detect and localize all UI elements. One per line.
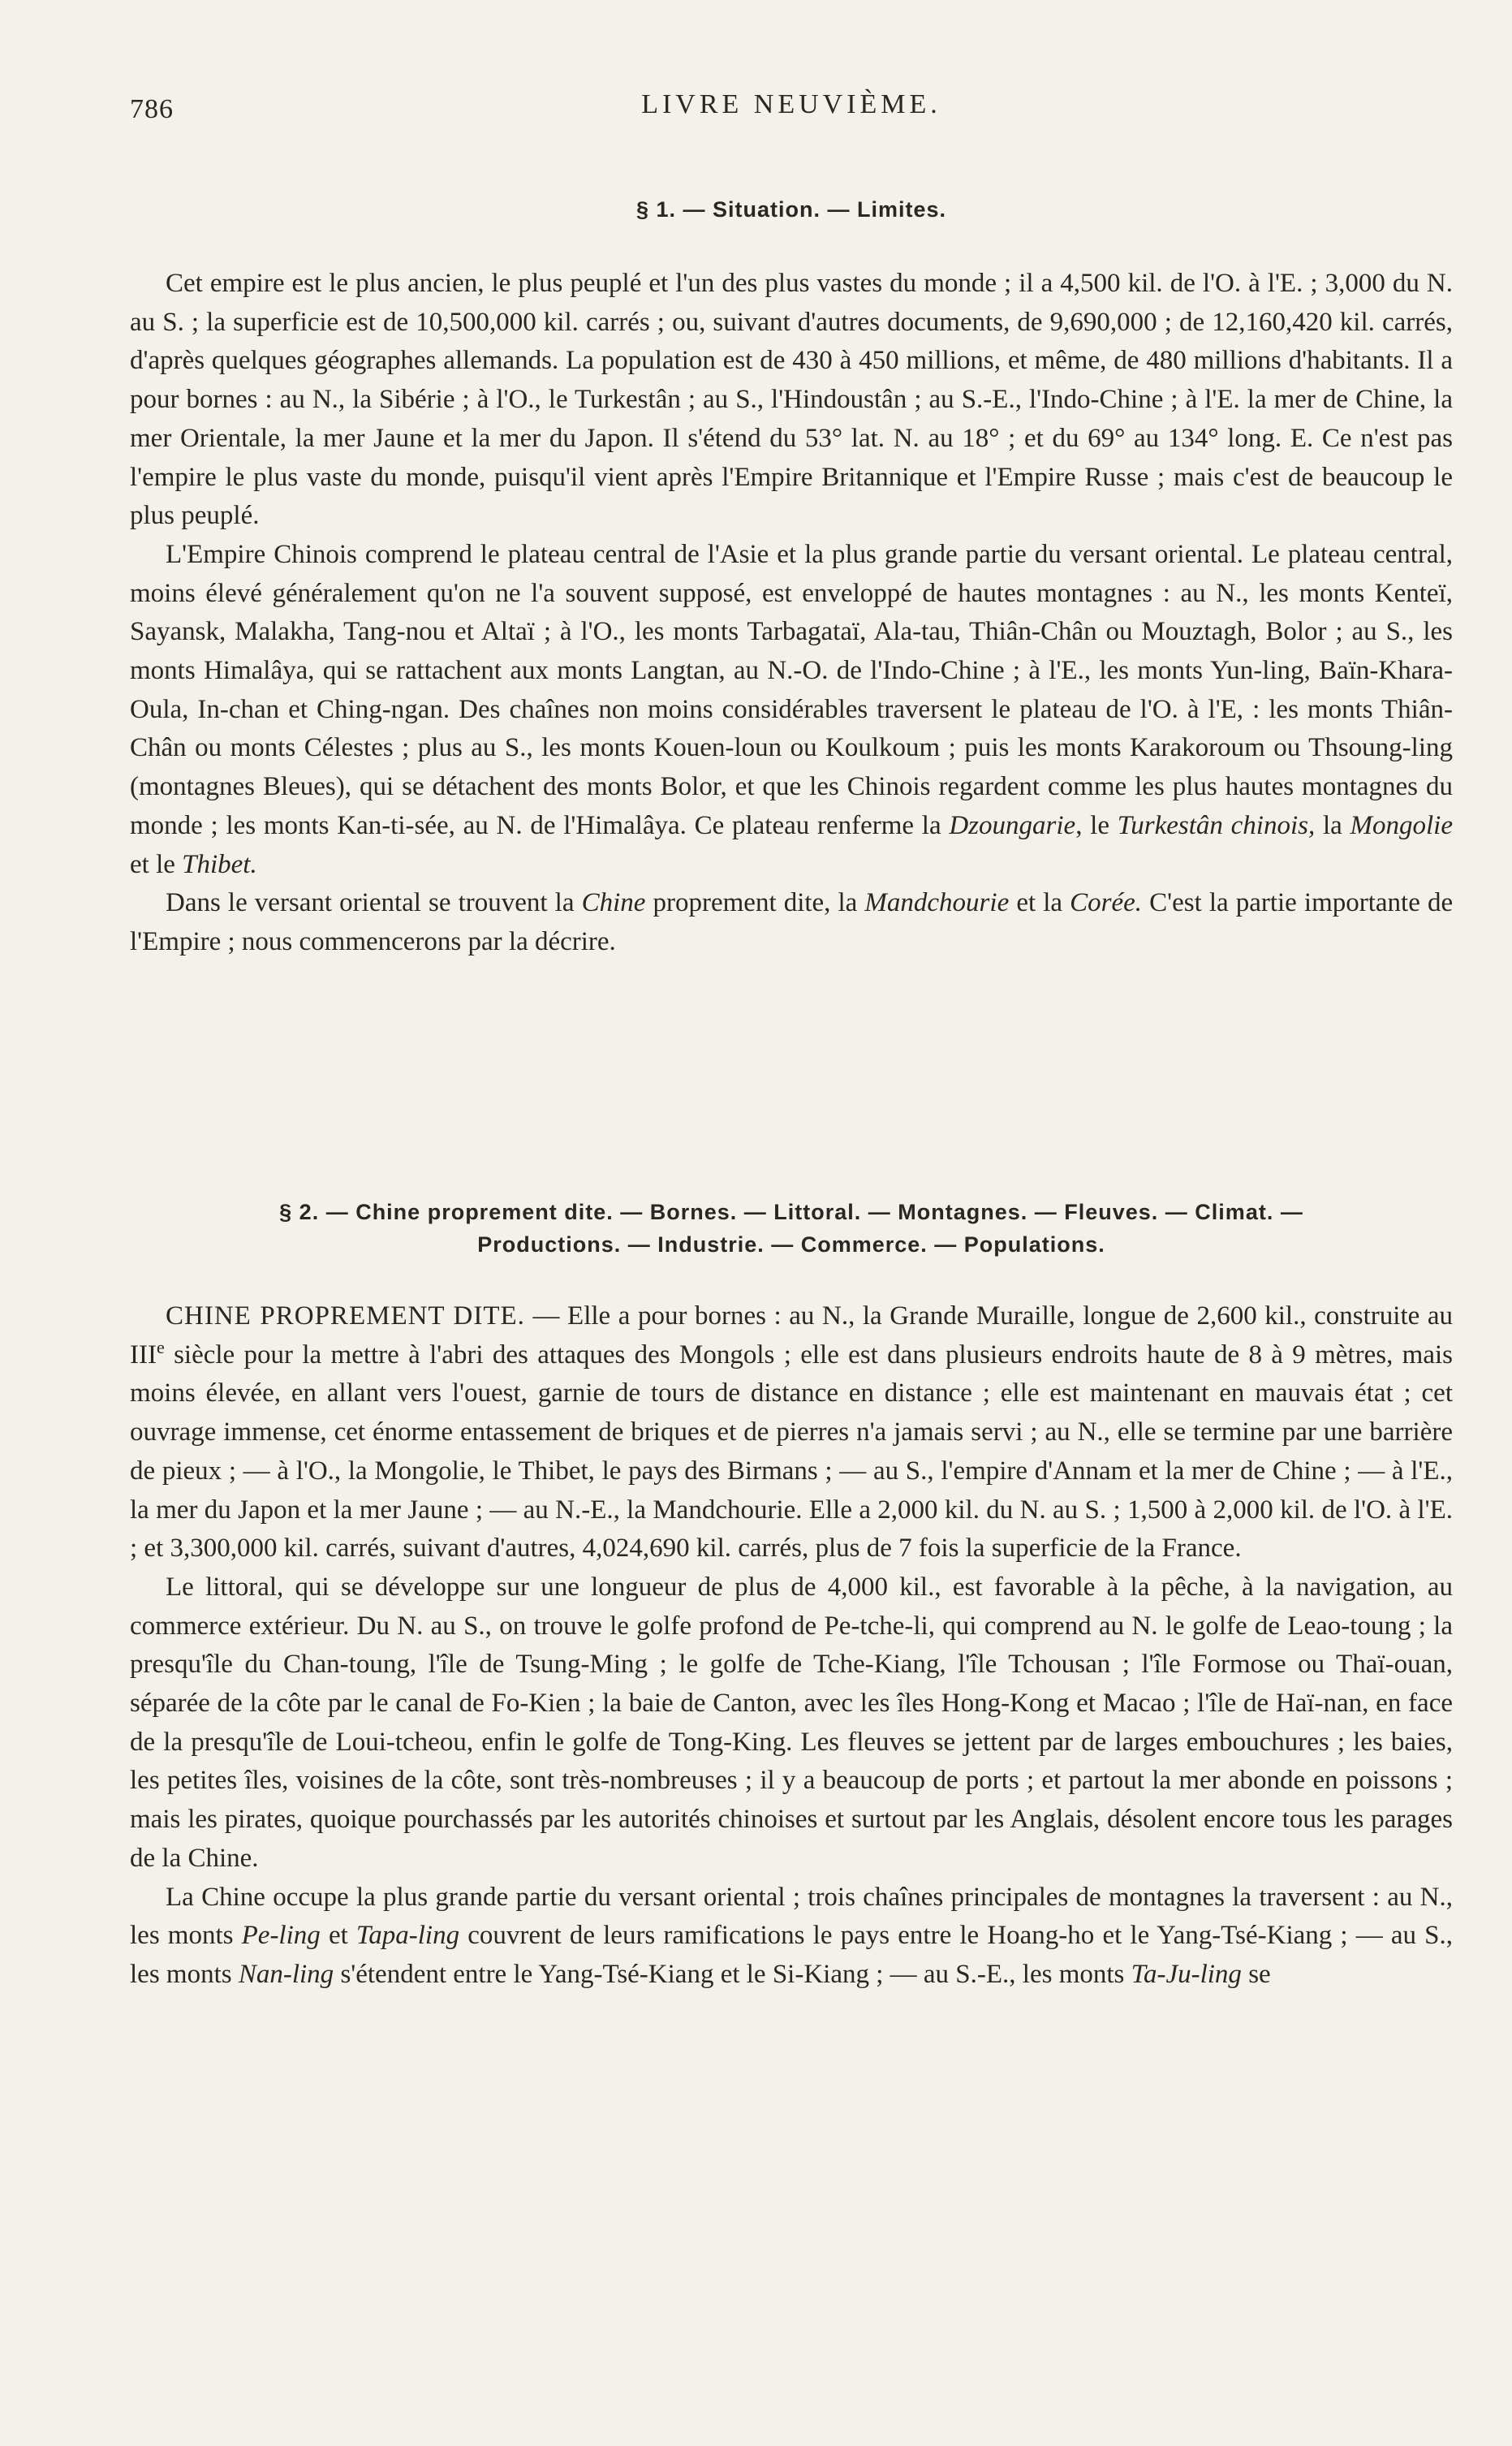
paragraph-versant: [130, 884, 1453, 961]
text-fragment: et: [328, 1921, 348, 1951]
mountain-ta-ju-ling: Ta-Ju-ling: [1131, 1959, 1242, 1989]
place-thibet: Thibet.: [182, 849, 257, 879]
book-page: [130, 0, 1453, 2446]
place-mongolie: Mongolie: [1350, 810, 1453, 840]
century-numeral: III: [130, 1339, 157, 1370]
running-head: [130, 89, 1453, 130]
text-fragment: C'est la partie importante de l'Empire ; nous commencerons par la décrire.: [130, 888, 1454, 956]
text-fragment: et la: [1016, 888, 1063, 918]
text-fragment: , le: [1075, 810, 1109, 840]
place-chine: Chine: [581, 888, 646, 918]
text-fragment: et le: [130, 849, 175, 879]
text-fragment: — Elle a pour bornes : au N., la Grande Muraille, longue de 2,600 kil., construite au: [532, 1301, 1453, 1331]
place-dzoungarie: Dzoungarie: [949, 810, 1076, 840]
page-number: 786: [130, 94, 174, 124]
mountain-pe-ling: Pe-ling: [241, 1921, 321, 1951]
section-2-heading-line-2: Productions. — Industrie. — Commerce. — Populations.: [477, 1232, 1105, 1257]
text-fragment: couvrent de leurs ramifications le pays entre le Hoang-ho et le Yang-Tsé-Kiang ; — au S., les monts: [130, 1921, 1454, 1989]
paragraph-montagnes: [130, 1879, 1453, 1995]
text-fragment: La Chine occupe la plus grande partie du versant oriental ; trois chaînes principales de montagnes la traversent : au N., les monts: [130, 1882, 1453, 1951]
running-title: LIVRE NEUVIÈME.: [641, 89, 941, 119]
mountain-tapa-ling: Tapa-ling: [355, 1921, 460, 1951]
text-fragment: la: [1322, 810, 1342, 840]
paragraph-plateau: [130, 536, 1453, 884]
section-2-body: [130, 1297, 1453, 1995]
text-fragment: s'étendent entre le Yang-Tsé-Kiang et le Si-Kiang ; — au S.-E., les monts: [340, 1959, 1125, 1989]
lead-caps: CHINE PROPREMENT DITE.: [166, 1301, 525, 1331]
text-fragment: se: [1248, 1959, 1271, 1989]
paragraph-bornes: [130, 1297, 1453, 1568]
mountain-nan-ling: Nan-ling: [238, 1959, 334, 1989]
paragraph-situation: Cet empire est le plus ancien, le plus peuplé et l'un des plus vastes du monde ; il a 4,500 kil. de l'O. à l'E. ; 3,000 du N. au S. ; la superficie est de 10,500,000 kil. carrés ; ou, suivant d'autres documents, de 9,690,000 ; de 12,160,420 kil. carrés, d'après quelques géographes allemands. La population est de 430 à 450 millions, et même, de 480 millions d'habitants. Il a pour bornes : au N., la Sibérie ; à l'O., le Turkestân ; au S., l'Hindoustân ; au S.-E., l'Indo-Chine ; à l'E. la mer de Chine, la mer Orientale, la mer Jaune et la mer du Japon. Il s'étend du 53° lat. N. au 18° ; et du 69° au 134° long. E. Ce n'est pas l'empire le plus vaste du monde, puisqu'il vient après l'Empire Britannique et l'Empire Russe ; mais c'est de beaucoup le plus peuplé.: [130, 269, 1453, 531]
place-mandchourie: Mandchourie: [864, 888, 1010, 918]
text-fragment: Dans le versant oriental se trouvent la: [166, 888, 575, 918]
text-fragment: proprement dite, la: [653, 888, 858, 918]
superscript: e: [156, 1336, 165, 1357]
paragraph-plateau-text: L'Empire Chinois comprend le plateau central de l'Asie et la plus grande partie du versant oriental. Le plateau central, moins élevé généralement qu'on ne l'a souvent supposé, est enveloppé de hautes montagnes : au N., les monts Kenteï, Sayansk, Malakha, Tang-nou et Altaï ; à l'O., les monts Tarbagataï, Ala-tau, Thiân-Chân ou Mouztagh, Bolor ; au S., les monts Himalâya, qui se rattachent aux monts Langtan, au N.-O. de l'Indo-Chine ; à l'E., les monts Yun-ling, Baïn-Khara-Oula, In-chan et Ching-ngan. Des chaînes non moins considérables traversent le plateau de l'O. à l'E, : les monts Thiân-Chân ou monts Célestes ; plus au S., les monts Kouen-loun ou Koulkoum ; puis les monts Karakoroum ou Thsoung-ling (montagnes Bleues), qui se détachent des monts Bolor, et que les Chinois regardent comme les plus hautes montagnes du monde ; les monts Kan-ti-sée, au N. de l'Himalâya. Ce plateau renferme la: [130, 539, 1453, 840]
section-1-body: [130, 265, 1453, 962]
section-2-heading-line-1: § 2. — Chine proprement dite. — Bornes. — Littoral. — Montagnes. — Fleuves. — Climat. —: [279, 1200, 1303, 1224]
section-1-heading: § 1. — Situation. — Limites.: [635, 197, 947, 222]
paragraph-littoral: Le littoral, qui se développe sur une longueur de plus de 4,000 kil., est favorable à la pêche, à la navigation, au commerce extérieur. Du N. au S., on trouve le golfe profond de Pe-tche-li, qui comprend au N. le golfe de Leao-toung ; la presqu'île du Chan-toung, l'île de Tsung-Ming ; le golfe de Tche-Kiang, l'île Tchousan ; l'île Formose ou Thaï-ouan, séparée de la côte par le canal de Fo-Kien ; la baie de Canton, avec les îles Hong-Kong et Macao ; l'île de Haï-nan, en face de la presqu'île de Loui-tcheou, enfin le golfe de Tong-King. Les fleuves se jettent par de larges embouchures ; les baies, les petites îles, voisines de la côte, sont très-nombreuses ; il y a beaucoup de ports ; et partout la mer abonde en poissons ; mais les pirates, quoique pourchassés par les autorités chinoises et surtout par les Anglais, désolent encore tous les parages de la Chine.: [130, 1572, 1453, 1873]
place-turkestan: Turkestân chinois,: [1117, 810, 1316, 840]
section-2-heading: [130, 1196, 1453, 1261]
place-coree: Corée.: [1070, 888, 1143, 918]
text-fragment: siècle pour la mettre à l'abri des attaques des Mongols ; elle est dans plusieurs endroits haute de 8 à 9 mètres, mais moins élevée, en allant vers l'ouest, garnie de tours de distance en distance ; elle est maintenant en mauvais état ; cet ouvrage immense, cet énorme entassement de briques et de pierres n'a jamais servi ; au N., elle se termine par une barrière de pieux ; — à l'O., la Mongolie, le Thibet, le pays des Birmans ; — au S., l'empire d'Annam et la mer de Chine ; — à l'E., la mer du Japon et la mer Jaune ; — au N.-E., la Mandchourie. Elle a 2,000 kil. du N. au S. ; 1,500 à 2,000 kil. de l'O. à l'E. ; et 3,300,000 kil. carrés, suivant d'autres, 4,024,690 kil. carrés, plus de 7 fois la superficie de la France.: [130, 1339, 1453, 1564]
